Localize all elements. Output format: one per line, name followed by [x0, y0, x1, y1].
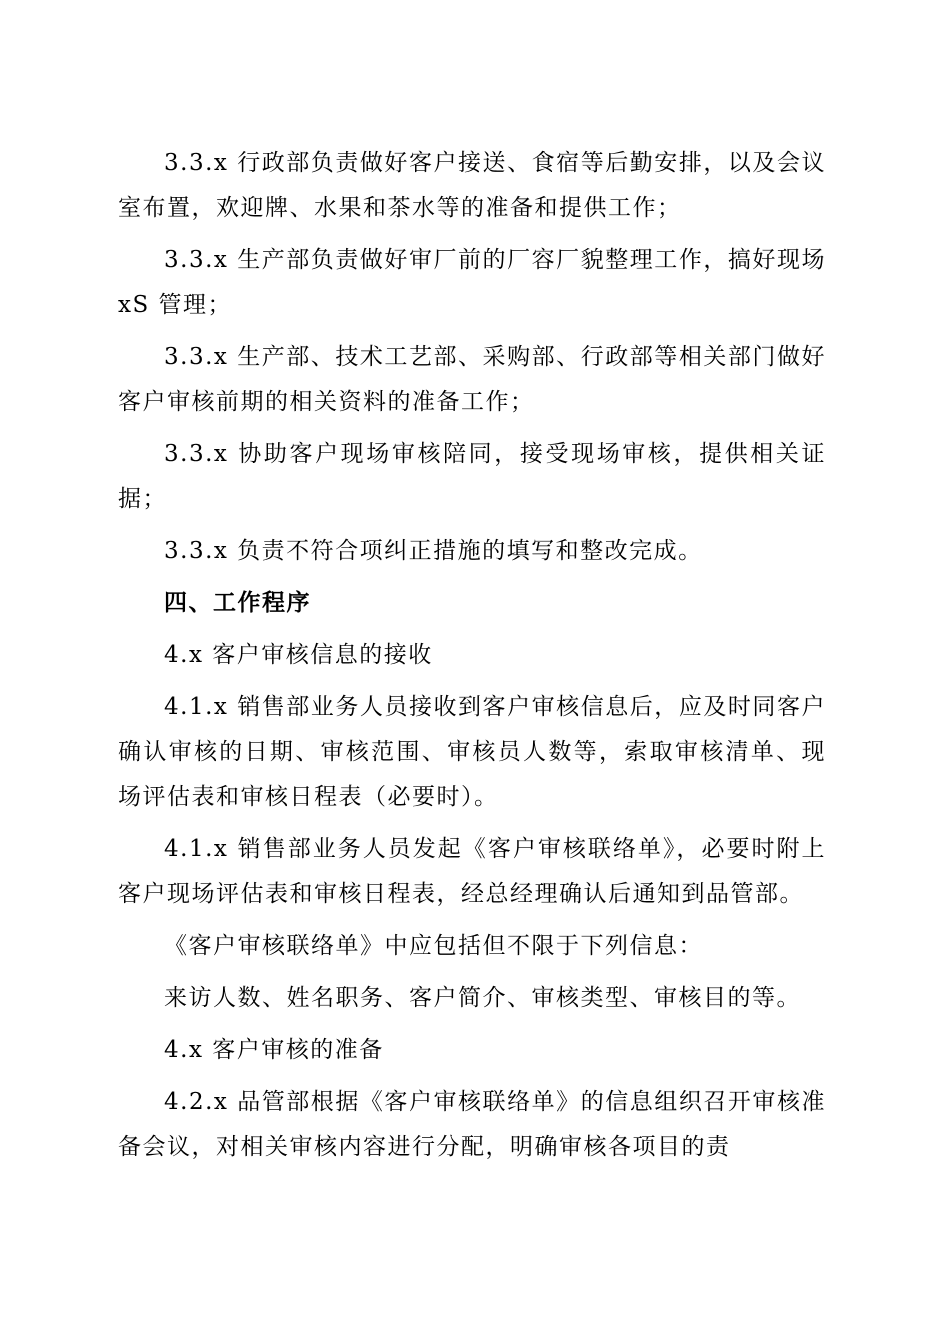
paragraph-4-1-contact-sheet: 4.1.x 销售部业务人员发起《客户审核联络单》，必要时附上客户现场评估表和审核日程表，经总经理确认后通知到品管部。: [118, 836, 826, 907]
paragraph-3-3-assist-audit: 3.3.x 协助客户现场审核陪同，接受现场审核，提供相关证据；: [118, 441, 826, 512]
paragraph-contact-sheet-fields: 来访人数、姓名职务、客户简介、审核类型、审核目的等。: [164, 985, 801, 1011]
paragraph-3-3-admin-duties: 3.3.x 行政部负责做好客户接送、食宿等后勤安排，以及会议室布置，欢迎牌、水果和茶水等的准备和提供工作；: [118, 150, 826, 221]
paragraph-4-2-prep-meeting: 4.2.x 品管部根据《客户审核联络单》的信息组织召开审核准备会议，对相关审核内容进行分配，明确审核各项目的责: [118, 1089, 826, 1160]
section-heading-procedure: 四、工作程序: [164, 590, 311, 616]
subheading-4-audit-preparation: 4.x 客户审核的准备: [164, 1037, 384, 1063]
paragraph-4-1-confirm-audit: 4.1.x 销售部业务人员接收到客户审核信息后，应及时同客户确认审核的日期、审核范围、审核员人数等，索取审核清单、现场评估表和审核日程表（必要时）。: [118, 694, 826, 810]
document-body: [118, 141, 826, 1177]
paragraph-3-3-corrective-actions: 3.3.x 负责不符合项纠正措施的填写和整改完成。: [164, 538, 703, 564]
paragraph-3-3-production-site: 3.3.x 生产部负责做好审厂前的厂容厂貌整理工作，搞好现场 xS 管理；: [118, 247, 826, 318]
paragraph-3-3-departments-prep: 3.3.x 生产部、技术工艺部、采购部、行政部等相关部门做好客户审核前期的相关资料的准备工作；: [118, 344, 826, 415]
paragraph-contact-sheet-contents: 《客户审核联络单》中应包括但不限于下列信息：: [164, 933, 703, 959]
subheading-4-audit-info-receipt: 4.x 客户审核信息的接收: [164, 642, 433, 668]
